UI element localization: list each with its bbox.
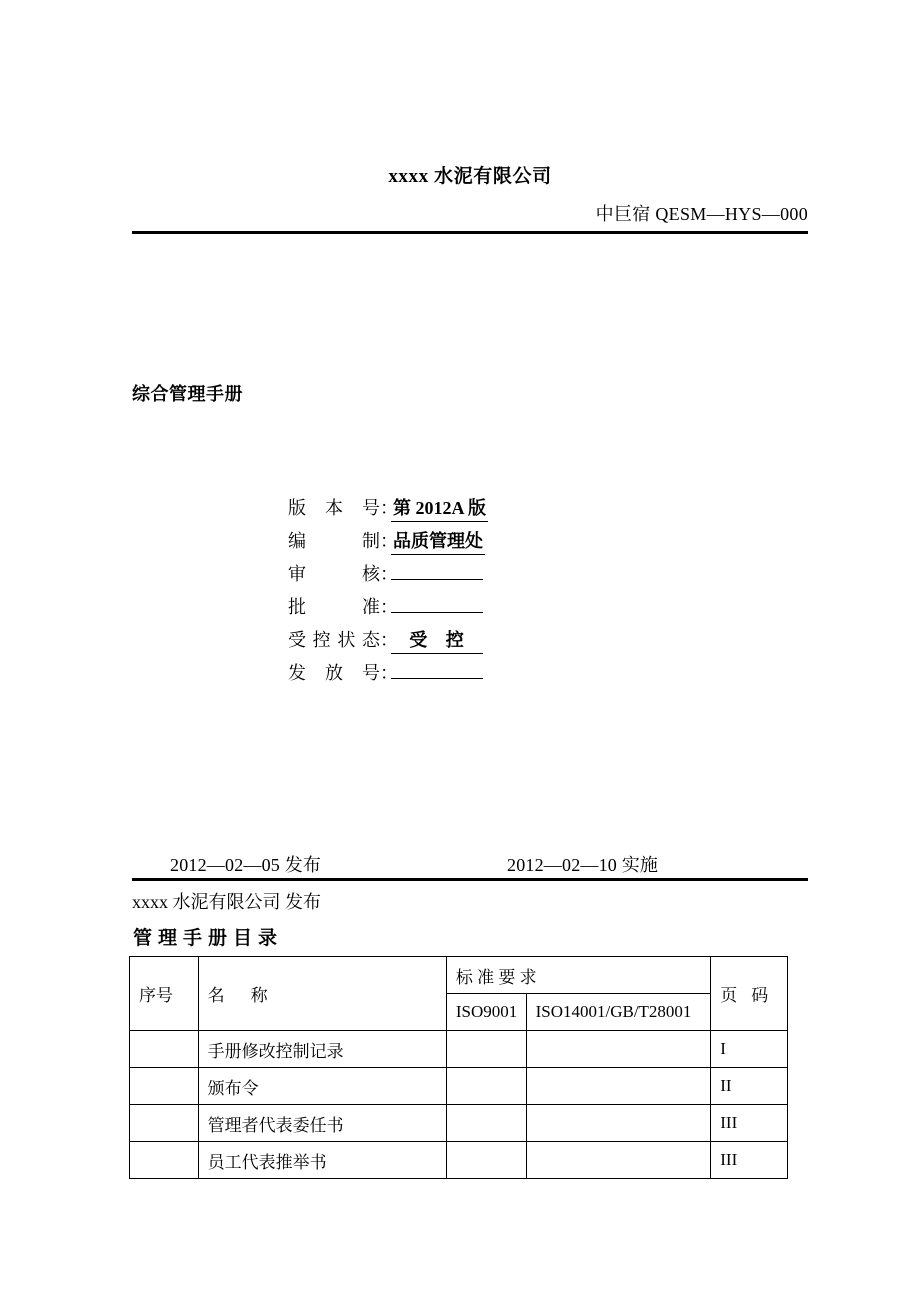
meta-row-approved-by [288,591,548,624]
meta-value-version: 第 2012A 版 [391,496,488,522]
toc-cell-page: I [711,1031,788,1068]
meta-label-issue-number: 发 放 号 [288,663,380,683]
toc-cell-page: III [711,1105,788,1142]
meta-row-control-status [288,624,548,657]
meta-row-reviewed-by [288,558,548,591]
toc-cell-iso9001 [446,1142,526,1179]
meta-value-reviewed-by [391,558,483,580]
toc-col-header-standard: 标 准 要 求 [446,957,710,994]
meta-label-prepared-by: 编 制 [288,531,380,551]
footer-divider-rule [132,878,808,881]
table-row [130,1105,788,1142]
header-divider-rule [132,231,808,234]
table-row [130,1068,788,1105]
toc-cell-name: 颁布令 [198,1068,446,1105]
toc-cell-iso9001 [446,1105,526,1142]
toc-cell-no [130,1142,199,1179]
toc-cell-page: II [711,1068,788,1105]
toc-col-header-page-left: 页 [720,986,738,1005]
meta-row-version [288,492,548,525]
meta-label-control-status: 受控状态 [288,630,380,650]
meta-form-block [288,492,548,690]
toc-table [129,956,788,1179]
meta-label-approved-by: 批 准 [288,597,380,617]
table-row [130,1031,788,1068]
meta-row-prepared-by [288,525,548,558]
toc-cell-page: III [711,1142,788,1179]
meta-value-approved-by [391,591,483,613]
toc-col-header-no: 序号 [130,957,199,1031]
toc-cell-no [130,1031,199,1068]
toc-cell-iso14001 [526,1105,711,1142]
toc-cell-no [130,1068,199,1105]
toc-cell-iso14001 [526,1068,711,1105]
issue-date-line [132,852,808,878]
meta-colon-control-status: ： [380,630,398,650]
toc-col-header-name-right: 称 [250,986,268,1005]
meta-value-control-status: 受 控 [391,628,483,654]
table-row [130,1142,788,1179]
toc-col-header-name-left: 名 [207,986,225,1005]
meta-colon-reviewed-by: ： [380,564,398,584]
issuer-line: xxxx 水泥有限公司 发布 [132,892,321,912]
toc-col-header-iso14001: ISO14001/GB/T28001 [526,994,711,1031]
toc-cell-name: 手册修改控制记录 [198,1031,446,1068]
meta-colon-prepared-by: ： [380,531,398,551]
meta-colon-version: ： [380,498,398,518]
toc-cell-no [130,1105,199,1142]
meta-value-issue-number [391,657,483,679]
company-title: xxxx 水泥有限公司 [388,166,552,187]
toc-cell-name: 员工代表推举书 [198,1142,446,1179]
toc-heading: 管理手册目录 [133,927,284,949]
meta-value-prepared-by: 品质管理处 [391,529,485,555]
toc-col-header-iso9001: ISO9001 [446,994,526,1031]
toc-col-header-page [711,957,788,1031]
toc-col-header-name [198,957,446,1031]
toc-cell-iso9001 [446,1031,526,1068]
toc-cell-iso14001 [526,1142,711,1179]
meta-label-version: 版 本 号 [288,498,380,518]
document-code: 中巨宿 QESM—HYS—000 [595,204,808,224]
meta-label-reviewed-by: 审 核 [288,564,380,584]
meta-colon-approved-by: ： [380,597,398,617]
toc-header-row-primary [130,957,788,994]
meta-row-issue-number [288,657,548,690]
toc-cell-name: 管理者代表委任书 [198,1105,446,1142]
toc-cell-iso14001 [526,1031,711,1068]
effective-date: 2012—02—10 实施 [507,855,659,875]
release-date: 2012—02—05 发布 [170,855,322,875]
toc-col-header-page-right: 码 [751,986,769,1005]
meta-colon-issue-number: ： [380,663,398,683]
manual-name: 综合管理手册 [132,384,243,405]
toc-cell-iso9001 [446,1068,526,1105]
